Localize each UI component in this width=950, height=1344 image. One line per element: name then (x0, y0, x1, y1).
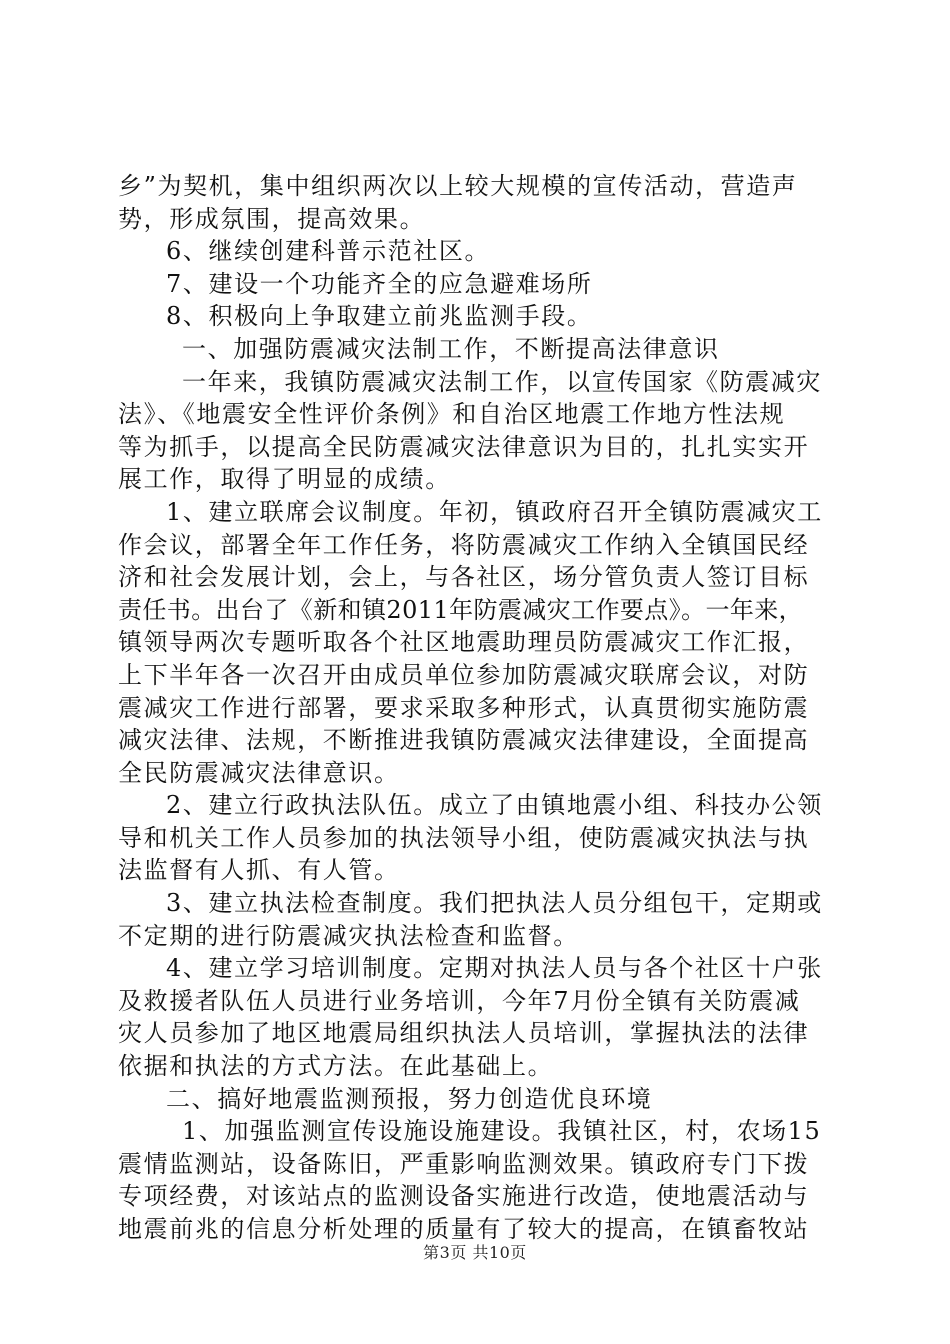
body-text (118, 170, 838, 1246)
text-line: 震情监测站，设备陈旧，严重影响监测效果。镇政府专门下拨 (118, 1149, 810, 1178)
text-line: 依据和执法的方式方法。在此基础上。 (118, 1052, 554, 1081)
text-line: 责任书。出台了《新和镇2011年防震减灾工作要点》。一年来， (118, 595, 804, 624)
text-line: 势，形成氛围，提高效果。 (118, 204, 426, 233)
page-number: 第3页 共10页 (423, 1243, 527, 1262)
text-line: 作会议，部署全年工作任务，将防震减灾工作纳入全镇国民经 (118, 530, 810, 559)
text-line: 导和机关工作人员参加的执法领导小组，使防震减灾执法与执 (118, 823, 810, 852)
text-line: 震减灾工作进行部署，要求采取多种形式，认真贯彻实施防震 (118, 693, 810, 722)
text-line: 一年来，我镇防震减灾法制工作，以宣传国家《防震减灾 (182, 367, 822, 396)
text-line: 乡”为契机，集中组织两次以上较大规模的宣传活动，营造声 (118, 172, 798, 200)
text-line: 3、建立执法检查制度。我们把执法人员分组包干，定期或 (166, 889, 823, 918)
section-heading: 二、搞好地震监测预报，努力创造优良环境 (166, 1084, 653, 1113)
text-line: 济和社会发展计划，会上，与各社区，场分管负责人签订目标 (118, 563, 810, 592)
text-line: 灾人员参加了地区地震局组织执法人员培训，掌握执法的法律 (118, 1019, 810, 1048)
text-line: 展工作，取得了明显的成绩。 (118, 465, 451, 494)
text-line: 2、建立行政执法队伍。成立了由镇地震小组、科技办公领 (166, 791, 823, 820)
text-line: 镇领导两次专题听取各个社区地震助理员防震减灾工作汇报， (118, 628, 810, 657)
text-line: 不定期的进行防震减灾执法检查和监督。 (118, 921, 579, 950)
text-line: 4、建立学习培训制度。定期对执法人员与各个社区十户张 (166, 954, 823, 983)
text-line: 及救援者队伍人员进行业务培训，今年7月份全镇有关防震减 (118, 986, 801, 1015)
list-item: 6、继续创建科普示范社区。 (166, 237, 491, 266)
text-line: 1、建立联席会议制度。年初，镇政府召开全镇防震减灾工 (166, 497, 823, 526)
text-line: 等为抓手，以提高全民防震减灾法律意识为目的，扎扎实实开 (118, 432, 810, 461)
list-item: 8、积极向上争取建立前兆监测手段。 (166, 302, 593, 331)
text-line: 专项经费，对该站点的监测设备实施进行改造，使地震活动与 (118, 1182, 810, 1211)
section-heading: 一、加强防震减灾法制工作，不断提高法律意识 (182, 334, 720, 363)
text-line: 法》、《地震安全性评价条例》和自治区地震工作地方性法规 (118, 400, 786, 429)
text-line: 地震前兆的信息分析处理的质量有了较大的提高，在镇畜牧站 (118, 1215, 810, 1243)
text-line: 1、加强监测宣传设施设施建设。我镇社区，村，农场15 (182, 1117, 822, 1146)
text-line: 上下半年各一次召开由成员单位参加防震减灾联席会议，对防 (118, 660, 810, 689)
list-item: 7、建设一个功能齐全的应急避难场所 (166, 269, 593, 298)
text-line: 全民防震减灾法律意识。 (118, 758, 400, 787)
text-line: 减灾法律、法规，不断推进我镇防震减灾法律建设，全面提高 (118, 726, 810, 755)
text-line: 法监督有人抓、有人管。 (118, 856, 400, 885)
